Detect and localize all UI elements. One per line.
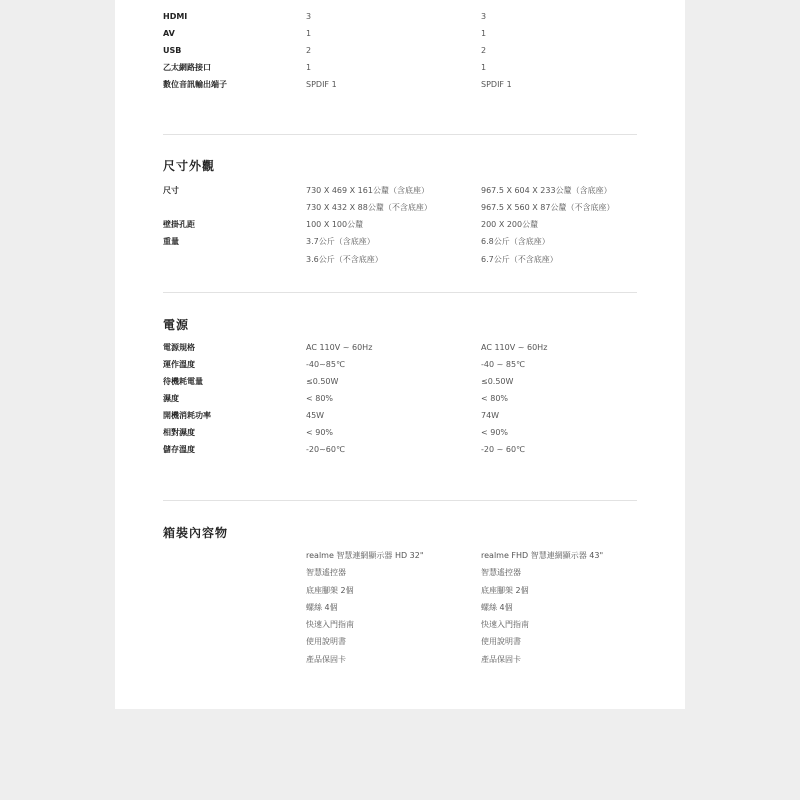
spec-value: 1 (481, 29, 487, 38)
spec-value: 3.7公斤（含底座） (306, 237, 375, 246)
spec-label: 數位音訊輸出端子 (163, 80, 227, 89)
spec-value: 100 X 100公釐 (306, 220, 364, 229)
box-item: 智慧遙控器 (481, 568, 521, 577)
spec-value: SPDIF 1 (306, 80, 337, 89)
box-item: realme 智慧連網顯示器 HD 32" (306, 551, 424, 560)
box-item: 使用說明書 (481, 637, 521, 646)
section-title-box-contents: 箱裝內容物 (163, 526, 229, 540)
section-divider (163, 134, 637, 135)
spec-label: 重量 (163, 237, 179, 246)
section-title-power: 電源 (163, 318, 190, 332)
spec-card (115, 0, 685, 709)
spec-value: 45W (306, 411, 325, 420)
box-item: 使用說明書 (306, 637, 346, 646)
box-item: 智慧遙控器 (306, 568, 346, 577)
box-item: 產品保固卡 (481, 655, 521, 664)
box-item: 螺絲 4個 (481, 603, 513, 612)
spec-label: 儲存溫度 (163, 445, 195, 454)
spec-value: < 90% (306, 428, 334, 437)
spec-value: 967.5 X 604 X 233公釐（含底座） (481, 186, 612, 195)
section-title-dimensions: 尺寸外觀 (163, 159, 216, 173)
spec-value: 6.7公斤（不含底座） (481, 255, 558, 264)
spec-value: AC 110V ~ 60Hz (481, 343, 548, 352)
spec-value: 2 (481, 46, 487, 55)
spec-value: SPDIF 1 (481, 80, 512, 89)
box-item: 快速入門指南 (481, 620, 529, 629)
spec-label: 壁掛孔距 (163, 220, 195, 229)
box-item: 底座腳架 2個 (306, 586, 354, 595)
spec-value: < 90% (481, 428, 509, 437)
spec-label: HDMI (163, 12, 188, 21)
spec-value: 967.5 X 560 X 87公釐（不含底座） (481, 203, 615, 212)
spec-label: 運作溫度 (163, 360, 195, 369)
spec-value: < 80% (306, 394, 334, 403)
spec-value: AC 110V ~ 60Hz (306, 343, 373, 352)
box-item: 快速入門指南 (306, 620, 354, 629)
spec-label: 電源規格 (163, 343, 195, 352)
spec-label: 尺寸 (163, 186, 179, 195)
spec-value: 1 (306, 63, 312, 72)
spec-value: 1 (306, 29, 312, 38)
spec-value: 6.8公斤（含底座） (481, 237, 550, 246)
spec-value: 2 (306, 46, 312, 55)
spec-value: -40 ~ 85℃ (481, 360, 526, 369)
spec-value: -40~85℃ (306, 360, 345, 369)
spec-label: 乙太網路接口 (163, 63, 211, 72)
section-divider (163, 500, 637, 501)
spec-value: 1 (481, 63, 487, 72)
spec-value: 730 X 432 X 88公釐（不含底座） (306, 203, 432, 212)
spec-label: USB (163, 46, 182, 55)
spec-value: -20~60℃ (306, 445, 345, 454)
spec-value: ≤0.50W (306, 377, 339, 386)
spec-value: -20 ~ 60℃ (481, 445, 526, 454)
section-divider (163, 292, 637, 293)
box-item: 螺絲 4個 (306, 603, 338, 612)
spec-value: 74W (481, 411, 500, 420)
spec-value: ≤0.50W (481, 377, 514, 386)
spec-value: 3 (306, 12, 312, 21)
spec-label: 濕度 (163, 394, 179, 403)
box-item: realme FHD 智慧連網顯示器 43" (481, 551, 604, 560)
spec-value: 200 X 200公釐 (481, 220, 539, 229)
spec-value: 3.6公斤（不含底座） (306, 255, 383, 264)
box-item: 產品保固卡 (306, 655, 346, 664)
spec-value: < 80% (481, 394, 509, 403)
spec-label: 相對濕度 (163, 428, 195, 437)
spec-value: 3 (481, 12, 487, 21)
spec-value: 730 X 469 X 161公釐（含底座） (306, 186, 429, 195)
box-item: 底座腳架 2個 (481, 586, 529, 595)
spec-label: AV (163, 29, 175, 38)
spec-label: 待機耗電量 (163, 377, 203, 386)
spec-label: 開機消耗功率 (163, 411, 211, 420)
